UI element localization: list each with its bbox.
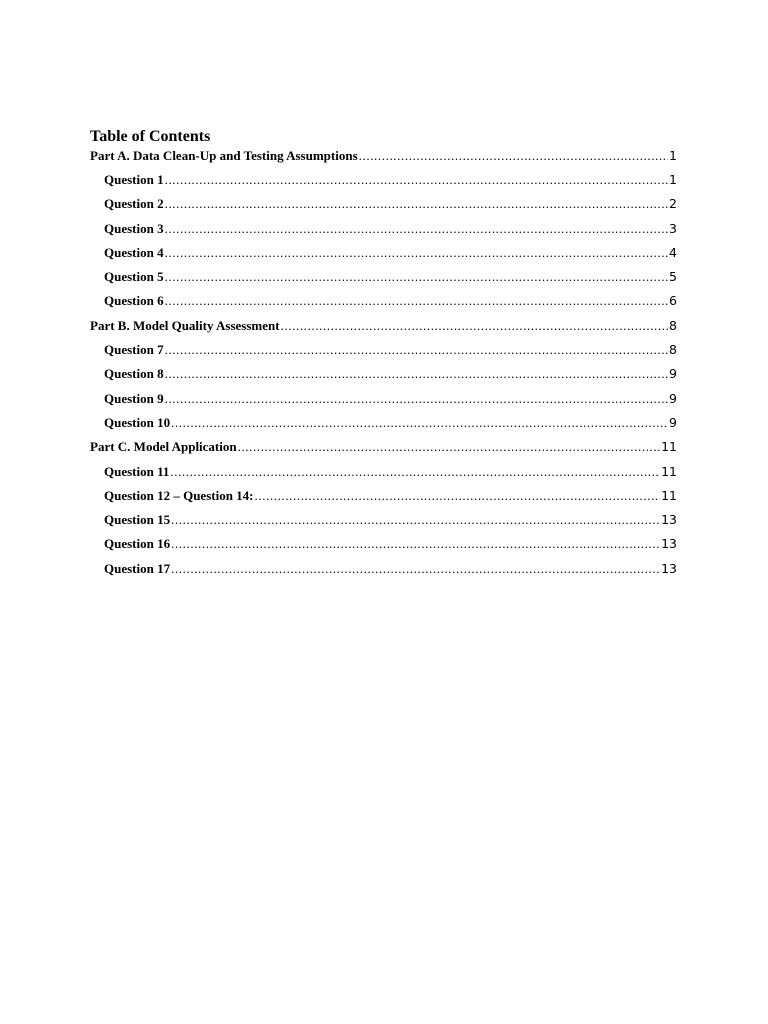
toc-entry-page-number: 4 (669, 244, 677, 260)
toc-entry-label: Question 16 (104, 536, 171, 552)
toc-entry-page-number: 6 (669, 293, 677, 309)
toc-entry-page-number: 13 (661, 512, 677, 528)
toc-entry[interactable] (90, 317, 677, 341)
toc-entry-label: Question 8 (104, 366, 164, 382)
toc-entry-label: Part C. Model Application (90, 439, 237, 455)
toc-dot-leader (165, 244, 668, 262)
toc-dot-leader (238, 438, 660, 456)
toc-dot-leader (165, 390, 668, 408)
toc-list (90, 147, 677, 584)
toc-entry-label: Question 17 (104, 560, 171, 576)
toc-entry-label: Question 5 (104, 269, 164, 285)
toc-entry-page-number: 9 (669, 390, 677, 406)
toc-entry[interactable] (90, 244, 677, 268)
toc-entry[interactable] (90, 195, 677, 219)
toc-entry[interactable] (90, 487, 677, 511)
toc-entry-page-number: 8 (669, 342, 677, 358)
toc-dot-leader (165, 292, 668, 310)
toc-entry[interactable] (90, 147, 677, 171)
toc-dot-leader (170, 463, 660, 481)
toc-entry-label: Part B. Model Quality Assessment (90, 317, 280, 333)
toc-entry-label: Question 9 (104, 390, 164, 406)
toc-entry-page-number: 11 (661, 463, 677, 479)
toc-entry[interactable] (90, 560, 677, 584)
toc-entry-label: Question 1 (104, 172, 164, 187)
toc-entry-page-number: 3 (669, 220, 677, 236)
toc-dot-leader (165, 171, 668, 189)
toc-dot-leader (359, 147, 668, 165)
toc-entry[interactable] (90, 535, 677, 559)
toc-entry-label: Question 2 (104, 196, 164, 212)
toc-entry[interactable] (90, 438, 677, 462)
toc-dot-leader (171, 535, 660, 553)
toc-entry-page-number: 1 (669, 148, 677, 163)
toc-entry[interactable] (90, 390, 677, 414)
toc-dot-leader (165, 365, 668, 383)
toc-entry-page-number: 11 (661, 487, 677, 503)
toc-dot-leader (255, 487, 661, 505)
toc-entry-label: Question 15 (104, 512, 171, 528)
toc-entry[interactable] (90, 463, 677, 487)
toc-entry-label: Question 10 (104, 414, 171, 430)
toc-entry-label: Question 7 (104, 342, 164, 358)
toc-entry-label: Question 12 – Question 14: (104, 487, 254, 503)
toc-dot-leader (165, 220, 668, 238)
toc-entry-page-number: 1 (669, 172, 677, 187)
toc-entry[interactable] (90, 268, 677, 292)
toc-entry[interactable] (90, 365, 677, 389)
toc-entry[interactable] (90, 511, 677, 535)
toc-entry[interactable] (90, 341, 677, 365)
toc-dot-leader (171, 560, 660, 578)
toc-entry-page-number: 13 (661, 536, 677, 552)
toc-entry[interactable] (90, 171, 677, 195)
toc-entry-page-number: 8 (669, 317, 677, 333)
toc-entry-page-number: 13 (661, 560, 677, 576)
toc-entry-label: Question 11 (104, 463, 170, 479)
toc-entry-label: Question 4 (104, 244, 164, 260)
toc-entry-label: Question 6 (104, 293, 164, 309)
toc-entry[interactable] (90, 292, 677, 316)
table-of-contents (90, 127, 677, 584)
toc-entry-page-number: 11 (661, 439, 677, 455)
toc-dot-leader (165, 268, 668, 286)
toc-entry-page-number: 2 (669, 196, 677, 212)
toc-dot-leader (165, 195, 668, 213)
toc-entry[interactable] (90, 414, 677, 438)
toc-entry-page-number: 5 (669, 269, 677, 285)
toc-dot-leader (171, 511, 660, 529)
toc-entry-page-number: 9 (669, 414, 677, 430)
toc-dot-leader (165, 341, 668, 359)
toc-entry-page-number: 9 (669, 366, 677, 382)
toc-dot-leader (171, 414, 668, 432)
toc-entry-label: Part A. Data Clean-Up and Testing Assumptions (90, 148, 358, 163)
toc-entry[interactable] (90, 220, 677, 244)
toc-title: Table of Contents (90, 128, 211, 145)
toc-dot-leader (281, 317, 668, 335)
toc-entry-label: Question 3 (104, 220, 164, 236)
